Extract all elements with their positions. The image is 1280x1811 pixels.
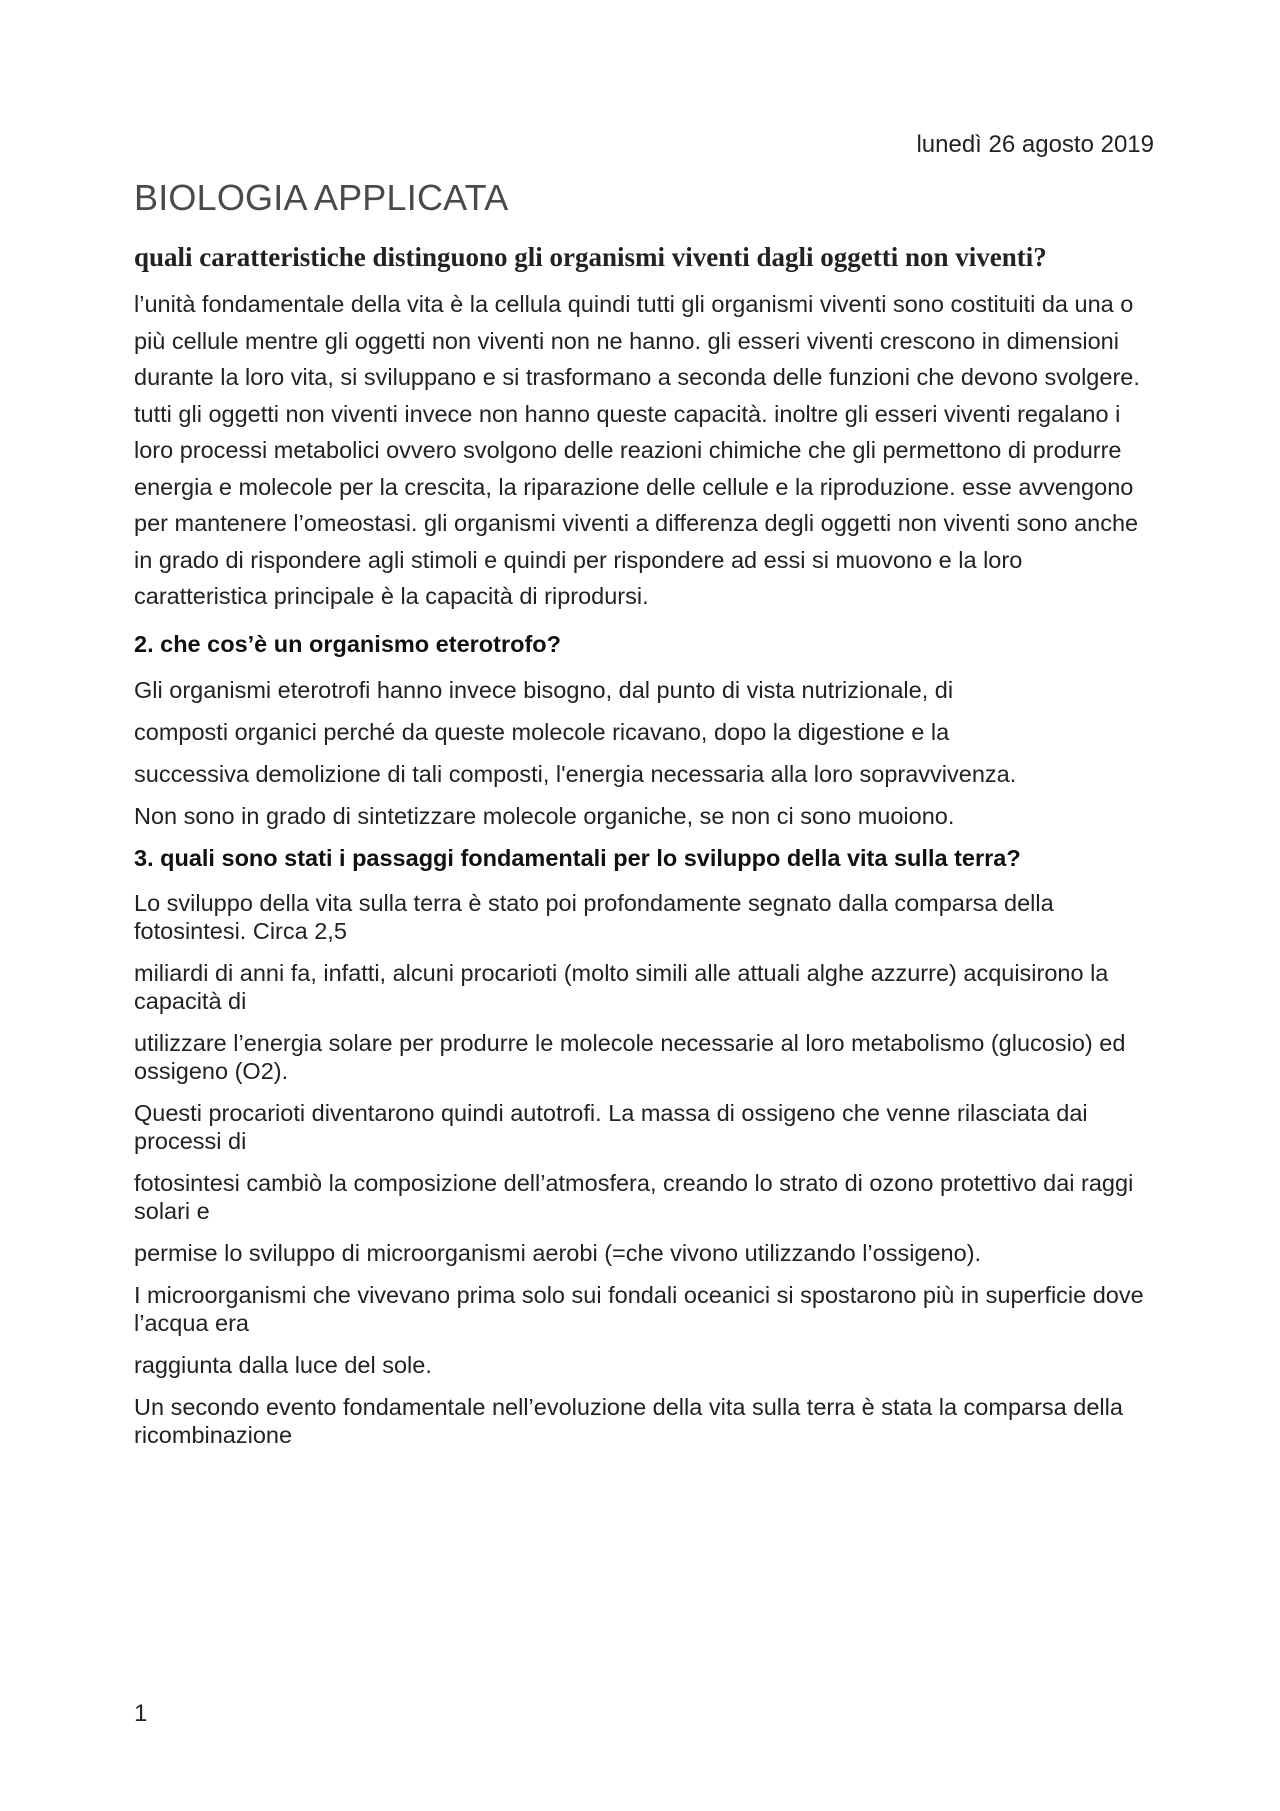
answer-3-paragraph: utilizzare l’energia solare per produrre le molecole necessarie al loro metabolismo (glucosio) ed ossigeno (O2). — [134, 1029, 1126, 1084]
answer-3-paragraph: fotosintesi cambiò la composizione dell’atmosfera, creando lo strato di ozono protettivo dai raggi solari e — [134, 1169, 1134, 1224]
answer-3-paragraph: raggiunta dalla luce del sole. — [134, 1351, 432, 1378]
document-date: lunedì 26 agosto 2019 — [916, 131, 1154, 158]
answer-2-paragraph: Gli organismi eterotrofi hanno invece bisogno, dal punto di vista nutrizionale, di — [134, 676, 954, 703]
document-page — [134, 0, 1154, 1811]
answer-3-paragraph: Questi procarioti diventarono quindi autotrofi. La massa di ossigeno che venne rilasciata dai processi di — [134, 1099, 1088, 1154]
question-3: 3. quali sono stati i passaggi fondamentali per lo sviluppo della vita sulla terra? — [134, 844, 1021, 871]
answer-3-paragraph: Lo sviluppo della vita sulla terra è stato poi profondamente segnato dalla comparsa della fotosintesi. Circa 2,5 — [134, 889, 1054, 944]
answer-3-paragraph: Un secondo evento fondamentale nell’evoluzione della vita sulla terra è stata la comparsa della ricombinazione — [134, 1393, 1123, 1448]
answer-2-paragraph: Non sono in grado di sintetizzare molecole organiche, se non ci sono muoiono. — [134, 802, 955, 829]
answer-3-paragraph: permise lo sviluppo di microorganismi aerobi (=che vivono utilizzando l’ossigeno). — [134, 1239, 982, 1266]
answer-2-paragraph: composti organici perché da queste molecole ricavano, dopo la digestione e la — [134, 718, 950, 745]
question-1: quali caratteristiche distinguono gli organismi viventi dagli oggetti non viventi? — [134, 242, 1047, 272]
question-2: 2. che cos’è un organismo eterotrofo? — [134, 630, 561, 657]
answer-3-paragraph: miliardi di anni fa, infatti, alcuni procarioti (molto simili alle attuali alghe azzurre) acquisirono la capacità di — [134, 959, 1109, 1014]
answer-3-paragraph: I microorganismi che vivevano prima solo sui fondali oceanici si spostarono più in superficie dove l’acqua era — [134, 1281, 1144, 1336]
answer-2-paragraph: successiva demolizione di tali composti, l'energia necessaria alla loro sopravvivenza. — [134, 760, 1017, 787]
answer-1-paragraph: l’unità fondamentale della vita è la cellula quindi tutti gli organismi viventi sono costituiti da una o più cellule mentre gli oggetti non viventi non ne hanno. gli esseri viventi crescono in dimensioni durante la loro vita, si sviluppano e si trasformano a seconda delle funzioni che devono svolgere. tutti gli oggetti non viventi invece non hanno queste capacità. inoltre gli esseri viventi regalano i loro processi metabolici ovvero svolgono delle reazioni chimiche che gli permettono di produrre energia e molecole per la crescita, la riparazione delle cellule e la riproduzione. esse avvengono per mantenere l’omeostasi. gli organismi viventi a differenza degli oggetti non viventi sono anche in grado di rispondere agli stimoli e quindi per rispondere ad essi si muovono e la loro caratteristica principale è la capacità di riprodursi. — [134, 291, 1140, 609]
page-number: 1 — [134, 1700, 148, 1727]
document-body — [134, 240, 1154, 1463]
document-title: BIOLOGIA APPLICATA — [134, 177, 509, 218]
